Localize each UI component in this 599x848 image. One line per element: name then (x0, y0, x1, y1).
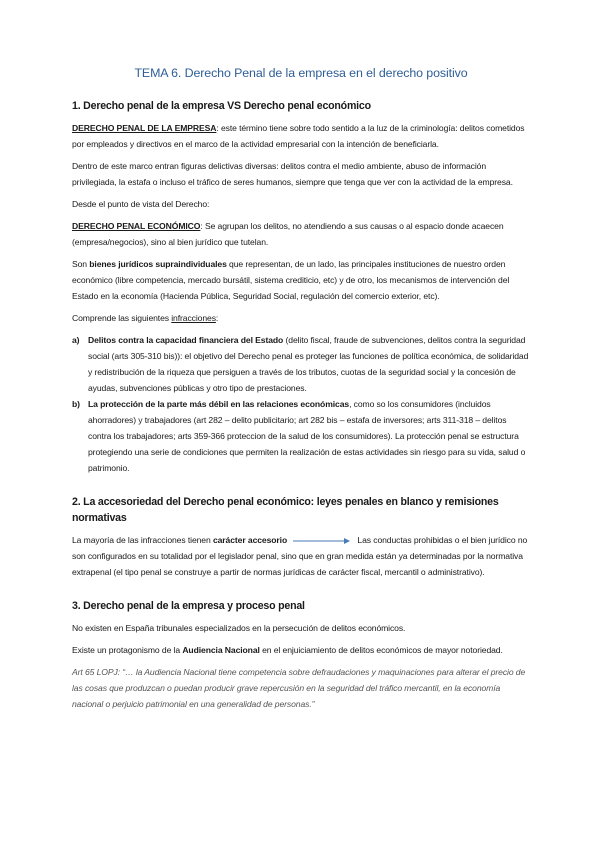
paragraph-text: Existe un protagonismo de la (72, 645, 183, 655)
section-2 (72, 494, 530, 580)
term-caracter-accesorio: carácter accesorio (212, 535, 288, 545)
paragraph-text: Las conductas prohibidas o el bien jurídico no son configurados en su totalidad por el legislador penal, sino que en gran medida están ya determinadas por la normativa extrapenal (el tipo penal se construye a partir de normas jurídicas de carácter fiscal, mercantil o administrativo). (72, 535, 528, 577)
list-item-title: Delitos contra la capacidad financiera del Estado (88, 335, 284, 345)
list-item-text: , como so los consumidores (incluidos ahorradores) y trabajadores (art 282 – delito publicitario; art 282 bis – estafa de inversores; arts 311-318 – delitos contra los trabajadores; arts 359-366 proteccion de la salud de los consumidores). La protección penal se estructura protegiendo una serie de condiciones que permiten la realización de estas actividades sin riesgo para su vida, salud o patrimonio. (88, 399, 526, 473)
quote-art-65-lopj: Art 65 LOPJ: “… la Audiencia Nacional tiene competencia sobre defraudaciones y maquinaciones para alterar el precio de las cosas que produzcan o puedan producir grave repercusión en la seguridad del tráfico mercantil, en la economía nacional o perjuicio patrimonial en una generalidad de personas.” (72, 667, 526, 709)
term-bienes-juridicos: bienes jurídicos supraindividuales (89, 259, 227, 269)
paragraph-text: Son (72, 259, 90, 269)
list-marker: b) (72, 399, 80, 409)
document-title: TEMA 6. Derecho Penal de la empresa en el derecho positivo (134, 66, 468, 80)
document-page (72, 66, 530, 718)
paragraph-text: : Se agrupan los delitos, no atendiendo a sus causas o al espacio donde acaecen (empresa/negocios), sino al bien jurídico que tutelan. (72, 221, 504, 247)
section-1 (72, 98, 530, 476)
list-item (72, 396, 530, 476)
paragraph-text: La mayoría de las infracciones tienen (72, 535, 213, 545)
list-item (72, 332, 530, 396)
paragraph-tribunales: No existen en España tribunales especializados en la persecución de delitos económicos. (72, 623, 406, 633)
infracciones-list (72, 332, 530, 476)
list-item-title: La protección de la parte más débil en las relaciones económicas (88, 399, 350, 409)
paragraph-text: en el enjuiciamiento de delitos económicos de mayor notoriedad. (259, 645, 503, 655)
paragraph-infracciones (72, 310, 530, 326)
section-1-heading: 1. Derecho penal de la empresa VS Derecho penal económico (72, 100, 371, 112)
term-audiencia-nacional: Audiencia Nacional (182, 645, 260, 655)
arrow-right-icon (291, 537, 351, 545)
paragraph-accesoriedad (72, 532, 530, 580)
section-2-heading: 2. La accesoriedad del Derecho penal económico: leyes penales en blanco y remisiones normativas (72, 496, 499, 524)
term-derecho-penal-economico: DERECHO PENAL ECONÓMICO (72, 221, 201, 231)
section-3-heading: 3. Derecho penal de la empresa y proceso penal (72, 600, 305, 612)
paragraph-derecho-penal-economico (72, 218, 530, 250)
paragraph-text: : este término tiene sobre todo sentido a la luz de la criminología: delitos cometidos por empleados y directivos en el marco de la actividad empresarial con la intención de beneficiarla. (72, 123, 525, 149)
list-marker: a) (72, 335, 80, 345)
list-item-text: (delito fiscal, fraude de subvenciones, delitos contra la seguridad social (arts 305-310 bis)): el objetivo del Derecho penal es proteger las funciones de política económica, de solidaridad y redistribución de la riqueza que persiguen a través de los tributos, cuotas de la seguridad social y la concesión de ayudas, subvenciones públicas y otro tipo de prestaciones. (88, 335, 529, 393)
section-3 (72, 598, 530, 712)
term-derecho-penal-empresa: DERECHO PENAL DE LA EMPRESA (72, 123, 217, 133)
paragraph-text: que representan, de un lado, las principales instituciones de nuestro orden económico (libre competencia, mercado bursátil, sistema crediticio, etc) y de otro, los mecanismos de intervención del Estado en la economía (Hacienda Pública, Seguridad Social, regulación del comercio exterior, etc). (72, 259, 510, 301)
paragraph-marco: Dentro de este marco entran figuras delictivas diversas: delitos contra el medio ambiente, abuso de información privilegiada, la estafa o incluso el tráfico de seres humanos, siempre que tenga que ver con la actividad de la empresa. (72, 161, 513, 187)
paragraph-bienes-juridicos (72, 256, 530, 304)
paragraph-text: Comprende las siguientes (72, 313, 172, 323)
paragraph-punto-de-vista: Desde el punto de vista del Derecho: (72, 199, 210, 209)
paragraph-derecho-penal-empresa (72, 120, 530, 152)
term-infracciones: infracciones (171, 313, 216, 323)
paragraph-text: : (215, 313, 219, 323)
paragraph-audiencia-nacional (72, 642, 530, 658)
